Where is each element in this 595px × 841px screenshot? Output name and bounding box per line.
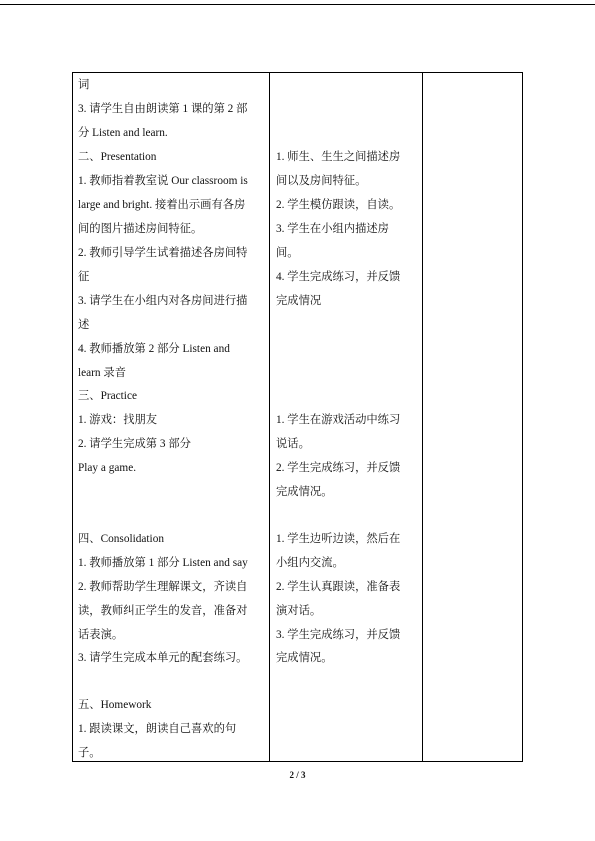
list-item: 1. 跟读课文，朗读自己喜欢的句 bbox=[78, 723, 237, 735]
list-item: 2. 教师帮助学生理解课文，齐读自 bbox=[78, 581, 248, 593]
list-item: 分 Listen and learn. bbox=[78, 127, 168, 139]
teacher-activity-cell bbox=[73, 73, 270, 762]
list-item: 间的图片描述房间特征。 bbox=[78, 223, 203, 235]
list-item: 2. 学生模仿跟读，自读。 bbox=[276, 199, 401, 211]
list-item: 述 bbox=[78, 319, 90, 331]
list-item: 话表演。 bbox=[78, 629, 124, 641]
list-item: 1. 教师指着教室说 Our classroom is bbox=[78, 175, 248, 187]
list-item: 间以及房间特征。 bbox=[276, 175, 367, 187]
list-item: 完成情况。 bbox=[276, 486, 333, 498]
list-item: 完成情况 bbox=[276, 295, 322, 307]
list-item: 2. 学生完成练习，并反馈 bbox=[276, 462, 401, 474]
list-item: 3. 请学生在小组内对各房间进行描 bbox=[78, 295, 248, 307]
list-item: 小组内交流。 bbox=[276, 557, 344, 569]
list-item: 1. 学生在游戏活动中练习 bbox=[276, 414, 401, 426]
list-item: 4. 教师播放第 2 部分 Listen and bbox=[78, 343, 230, 355]
list-item: 3. 请学生自由朗读第 1 课的第 2 部 bbox=[78, 103, 248, 115]
list-item: 说话。 bbox=[276, 438, 310, 450]
section-heading: 二、Presentation bbox=[78, 151, 157, 163]
list-item: 2. 教师引导学生试着描述各房间特 bbox=[78, 247, 248, 259]
list-item: 4. 学生完成练习，并反馈 bbox=[276, 271, 401, 283]
notes-cell bbox=[423, 73, 523, 762]
list-item: 1. 师生、生生之间描述房 bbox=[276, 151, 401, 163]
lesson-plan-table bbox=[72, 72, 523, 762]
list-item: Play a game. bbox=[78, 462, 137, 474]
list-item: 3. 学生在小组内描述房 bbox=[276, 223, 389, 235]
header-rule bbox=[0, 4, 595, 5]
list-item: 1. 教师播放第 1 部分 Listen and say bbox=[78, 557, 248, 569]
list-item: 1. 学生边听边读，然后在 bbox=[276, 533, 401, 545]
section-heading: 三、Practice bbox=[78, 390, 137, 402]
list-item: 读，教师纠正学生的发音，准备对 bbox=[78, 605, 248, 617]
list-item: 完成情况。 bbox=[276, 652, 333, 664]
list-item: 1. 游戏：找朋友 bbox=[78, 414, 158, 426]
page-number: 2 / 3 bbox=[289, 770, 306, 780]
table-row bbox=[73, 73, 523, 762]
list-item: 3. 请学生完成本单元的配套练习。 bbox=[78, 652, 248, 664]
list-item: 间。 bbox=[276, 247, 299, 259]
list-item: 2. 请学生完成第 3 部分 bbox=[78, 438, 191, 450]
list-item: 演对话。 bbox=[276, 605, 322, 617]
list-item: 词 bbox=[78, 79, 90, 91]
list-item: 3. 学生完成练习，并反馈 bbox=[276, 629, 401, 641]
list-item: 征 bbox=[78, 271, 90, 283]
student-activity-cell bbox=[270, 73, 423, 762]
section-heading: 五、Homework bbox=[78, 699, 152, 711]
list-item: learn 录音 bbox=[78, 367, 126, 379]
list-item: 2. 学生认真跟读，准备表 bbox=[276, 581, 401, 593]
list-item: large and bright. 接着出示画有各房 bbox=[78, 199, 246, 211]
section-heading: 四、Consolidation bbox=[78, 533, 164, 545]
list-item: 子。 bbox=[78, 747, 101, 759]
